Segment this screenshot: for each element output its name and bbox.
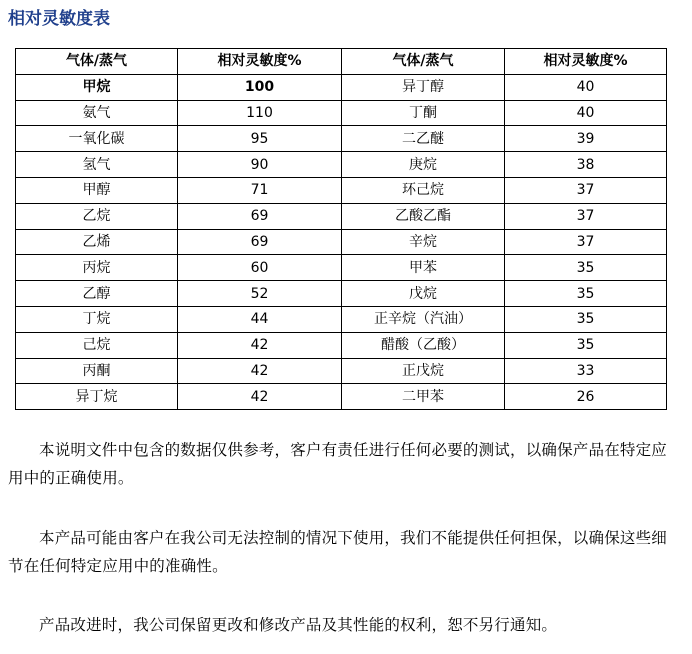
table-row <box>16 229 667 255</box>
table-header-row <box>16 49 667 75</box>
header-sensitivity-left: 相对灵敏度% <box>178 49 342 75</box>
sensitivity-cell: 95 <box>178 126 342 152</box>
gas-name-cell: 辛烷 <box>342 229 505 255</box>
sensitivity-cell: 69 <box>178 203 342 229</box>
sensitivity-cell: 26 <box>505 384 667 410</box>
gas-name-cell: 丙酮 <box>16 358 178 384</box>
table-row <box>16 203 667 229</box>
gas-name-cell: 庚烷 <box>342 152 505 178</box>
table-row <box>16 384 667 410</box>
gas-name-cell: 戊烷 <box>342 281 505 307</box>
gas-name-cell: 氨气 <box>16 100 178 126</box>
sensitivity-cell: 37 <box>505 177 667 203</box>
gas-name-cell: 氢气 <box>16 152 178 178</box>
sensitivity-cell: 100 <box>178 74 342 100</box>
sensitivity-cell: 38 <box>505 152 667 178</box>
gas-name-cell: 二甲苯 <box>342 384 505 410</box>
header-gas-left: 气体/蒸气 <box>16 49 178 75</box>
sensitivity-cell: 42 <box>178 332 342 358</box>
disclaimer-paragraph-warranty: 本产品可能由客户在我公司无法控制的情况下使用，我们不能提供任何担保，以确保这些细节在任何特定应用中的准确性。 <box>8 529 668 575</box>
sensitivity-table <box>15 48 667 410</box>
table-row <box>16 358 667 384</box>
table-row <box>16 177 667 203</box>
sensitivity-cell: 40 <box>505 100 667 126</box>
page-title: 相对灵敏度表 <box>8 9 110 29</box>
sensitivity-cell: 52 <box>178 281 342 307</box>
table-row <box>16 126 667 152</box>
gas-name-cell: 甲醇 <box>16 177 178 203</box>
sensitivity-cell: 71 <box>178 177 342 203</box>
sensitivity-cell: 35 <box>505 332 667 358</box>
gas-name-cell: 乙酸乙酯 <box>342 203 505 229</box>
sensitivity-cell: 35 <box>505 281 667 307</box>
gas-name-cell: 甲苯 <box>342 255 505 281</box>
gas-name-cell: 环己烷 <box>342 177 505 203</box>
gas-name-cell: 己烷 <box>16 332 178 358</box>
gas-name-cell: 乙醇 <box>16 281 178 307</box>
table-row <box>16 306 667 332</box>
sensitivity-cell: 110 <box>178 100 342 126</box>
sensitivity-cell: 35 <box>505 255 667 281</box>
gas-name-cell: 醋酸（乙酸） <box>342 332 505 358</box>
gas-name-cell: 正戊烷 <box>342 358 505 384</box>
sensitivity-cell: 42 <box>178 358 342 384</box>
sensitivity-cell: 60 <box>178 255 342 281</box>
gas-name-cell: 乙烷 <box>16 203 178 229</box>
gas-name-cell: 一氧化碳 <box>16 126 178 152</box>
gas-name-cell: 正辛烷（汽油） <box>342 306 505 332</box>
table-row <box>16 281 667 307</box>
table-row <box>16 74 667 100</box>
gas-name-cell: 异丁醇 <box>342 74 505 100</box>
gas-name-cell: 丙烷 <box>16 255 178 281</box>
sensitivity-cell: 42 <box>178 384 342 410</box>
sensitivity-cell: 33 <box>505 358 667 384</box>
sensitivity-cell: 37 <box>505 229 667 255</box>
sensitivity-cell: 39 <box>505 126 667 152</box>
header-sensitivity-right: 相对灵敏度% <box>505 49 667 75</box>
sensitivity-cell: 37 <box>505 203 667 229</box>
disclaimer-paragraph-data: 本说明文件中包含的数据仅供参考，客户有责任进行任何必要的测试，以确保产品在特定应用中的正确使用。 <box>8 441 668 487</box>
gas-name-cell: 二乙醚 <box>342 126 505 152</box>
gas-name-cell: 乙烯 <box>16 229 178 255</box>
gas-name-cell: 异丁烷 <box>16 384 178 410</box>
sensitivity-cell: 40 <box>505 74 667 100</box>
table-row <box>16 255 667 281</box>
disclaimer-paragraph-changes: 产品改进时，我公司保留更改和修改产品及其性能的权利，恕不另行通知。 <box>39 616 558 634</box>
gas-name-cell: 丁酮 <box>342 100 505 126</box>
gas-name-cell: 丁烷 <box>16 306 178 332</box>
header-gas-right: 气体/蒸气 <box>342 49 505 75</box>
table-row <box>16 332 667 358</box>
sensitivity-cell: 69 <box>178 229 342 255</box>
sensitivity-cell: 90 <box>178 152 342 178</box>
table-row <box>16 100 667 126</box>
table-row <box>16 152 667 178</box>
gas-name-cell: 甲烷 <box>16 74 178 100</box>
sensitivity-cell: 35 <box>505 306 667 332</box>
sensitivity-cell: 44 <box>178 306 342 332</box>
